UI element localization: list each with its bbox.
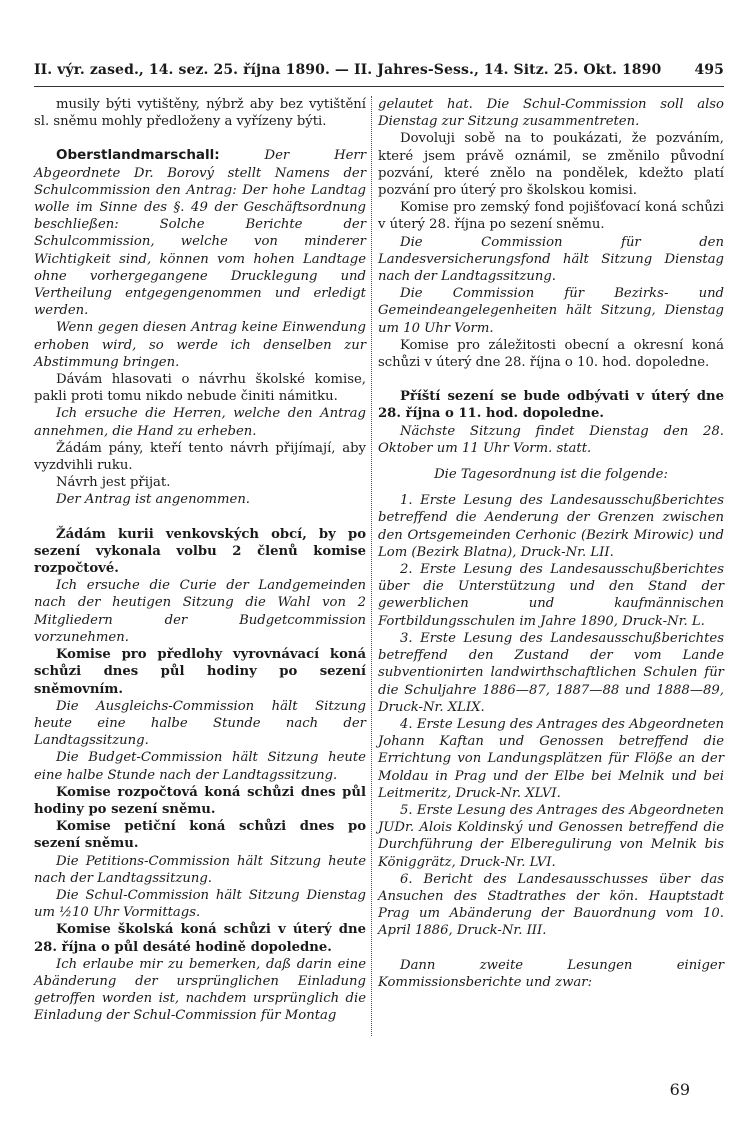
header-page-number: 495: [694, 62, 724, 78]
text-paragraph: Dovoluji sobě na to poukázati, že pozváním, které jsem právě oznámil, se změnilo původní pozvání, které znělo na pondělek, kdežto platí pozvání pro úterý pro školskou komisi.: [378, 131, 724, 199]
text-paragraph: Die Petitions-Commission hält Sitzung heute nach der Landtagssitzung.: [34, 853, 366, 886]
text-paragraph: gelautet hat. Die Schul-Commission soll also Dienstag zur Sitzung zusammentreten.: [378, 97, 724, 130]
text-paragraph: Žádám kurii venkovských obcí, by po sezení vykonala volbu 2 členů komise rozpočtové.: [34, 526, 366, 577]
text-paragraph: 3. Erste Lesung des Landesausschußberichtes betreffend den Zustand der vom Lande subventionirten landwirthschaftlichen Schulen für die Schuljahre 1886—87, 1887—88 und 1888—89, Druck-Nr. XLIX.: [378, 630, 724, 715]
text-paragraph: Wenn gegen diesen Antrag keine Einwendung erhoben wird, so werde ich denselben zur Abstimmung bringen.: [34, 320, 366, 370]
running-header: [34, 62, 724, 82]
text-paragraph: Dávám hlasovati o návrhu školské komise, pakli proti tomu nikdo nebude činiti námitku.: [34, 372, 366, 405]
footer-page-number: 69: [669, 1080, 690, 1099]
text-paragraph: 4. Erste Lesung des Antrages des Abgeordneten Johann Kaftan und Genossen betreffend die Errichtung von Landungsplätzen für Flöße an der Moldau in Prag und der Elbe bei Melnik und bei Leitmeritz, Druck-Nr. XLVI.: [378, 716, 724, 801]
paragraph-spacer: [34, 130, 366, 147]
text-paragraph: Die Schul-Commission hält Sitzung Dienstag um ½10 Uhr Vormittags.: [34, 887, 366, 921]
text-paragraph: Komise pro záležitosti obecní a okresní koná schůzi v úterý dne 28. října o 10. hod. dopoledne.: [378, 337, 724, 371]
speaker-paragraph: [34, 147, 366, 319]
text-paragraph: 2. Erste Lesung des Landesausschußberichtes über die Unterstützung und den Stand der gewerblichen und kaufmännischen Fortbildungsschulen im Jahre 1890, Druck-Nr. L.: [378, 562, 724, 629]
text-paragraph: 5. Erste Lesung des Antrages des Abgeordneten JUDr. Alois Koldinský und Genossen betreffend die Durchführung der Elberegulirung von Melnik bis Königgrätz, Druck-Nr. LVI.: [378, 802, 724, 870]
text-paragraph: Komise pro zemský fond pojišťovací koná schůzi v úterý 28. října po sezení sněmu.: [378, 200, 724, 233]
text-paragraph: Die Commission für Bezirks- und Gemeindeangelegenheiten hält Sitzung, Dienstag um 10 Uhr Vorm.: [378, 286, 724, 336]
text-paragraph: Die Budget-Commission hält Sitzung heute eine halbe Stunde nach der Landtagssitzung.: [34, 750, 366, 783]
header-rule: [34, 86, 724, 87]
paragraph-spacer: [378, 371, 724, 388]
text-paragraph: Komise školská koná schůzi v úterý dne 28. října o půl desáté hodině dopoledne.: [34, 922, 366, 955]
text-paragraph: Ich erlaube mir zu bemerken, daß darin eine Abänderung der ursprünglichen Einladung getroffen worden ist, nachdem ursprünglich die Einladung der Schul-Commission für Montag: [34, 956, 366, 1024]
paragraph-spacer: [378, 940, 724, 957]
text-paragraph: Ich ersuche die Herren, welche den Antrag annehmen, die Hand zu erheben.: [34, 406, 366, 439]
text-paragraph: Příští sezení se bude odbývati v úterý dne 28. října o 11. hod. dopoledne.: [378, 389, 724, 422]
text-paragraph: Der Antrag ist angenommen.: [56, 492, 251, 508]
text-paragraph: Komise rozpočtová koná schůzi dnes půl hodiny po sezení sněmu.: [34, 784, 366, 817]
text-paragraph: Ich ersuche die Curie der Landgemeinden nach der heutigen Sitzung die Wahl von 2 Mitgliedern der Budgetcommission vorzunehmen.: [34, 578, 366, 645]
column-divider: [371, 96, 372, 1036]
text-paragraph: Žádám pány, kteří tento návrh přijímají, aby vyzdvihli ruku.: [34, 440, 366, 474]
right-column: [378, 96, 724, 991]
text-paragraph: Komise petiční koná schůzi dnes po sezení sněmu.: [34, 819, 366, 852]
text-paragraph: Komise pro předlohy vyrovnávací koná schůzi dnes půl hodiny po sezení sněmovním.: [34, 647, 366, 697]
paragraph-spacer: [378, 457, 724, 466]
text-paragraph: Dann zweite Lesungen einiger Kommissionsberichte und zwar:: [378, 957, 724, 990]
header-title: II. výr. zased., 14. sez. 25. října 1890. — II. Jahres-Sess., 14. Sitz. 25. Okt. 1890: [34, 62, 662, 78]
speaker-text: Der Herr Abgeordnete Dr. Borový stellt Namens der Schulcommission den Antrag: Der hohe Landtag wolle im Sinne des §. 49 der Geschäftsordnung beschließen: Solche Berichte der Schulcommission, welche von minderer Wichtigkeit sind, können vom hohen Landtage ohne vorhergegangene Drucklegung und Vertheilung entgegengenommen und erledigt werden.: [34, 148, 366, 319]
text-paragraph: 1. Erste Lesung des Landesausschußberichtes betreffend die Aenderung der Grenzen zwischen den Ortsgemeinden Cerhonic (Bezirk Mirowic) und Lom (Bezirk Blatna), Druck-Nr. LII.: [378, 493, 724, 560]
text-paragraph: Návrh jest přijat.: [56, 475, 171, 491]
speaker-name: Oberstlandmarschall:: [56, 147, 220, 164]
text-paragraph: 6. Bericht des Landesausschusses über das Ansuchen des Stadtrathes der kön. Hauptstadt Prag um Abänderung der Bauordnung vom 10. April 1886, Druck-Nr. III.: [378, 871, 724, 939]
text-paragraph: Die Tagesordnung ist die folgende:: [434, 467, 668, 483]
text-paragraph: Die Commission für den Landesversicherungsfond hält Sitzung Dienstag nach der Landtagssitzung.: [378, 234, 724, 285]
paragraph-spacer: [378, 483, 724, 492]
text-paragraph: Die Ausgleichs-Commission hält Sitzung heute eine halbe Stunde nach der Landtagssitzung.: [34, 698, 366, 749]
text-paragraph: Nächste Sitzung findet Dienstag den 28. Oktober um 11 Uhr Vorm. statt.: [378, 423, 724, 456]
paragraph-spacer: [34, 509, 366, 526]
left-column: [34, 96, 366, 1025]
text-paragraph: musily býti vytištěny, nýbrž aby bez vytištění sl. sněmu mohly předloženy a vyřízeny býti.: [34, 97, 366, 130]
